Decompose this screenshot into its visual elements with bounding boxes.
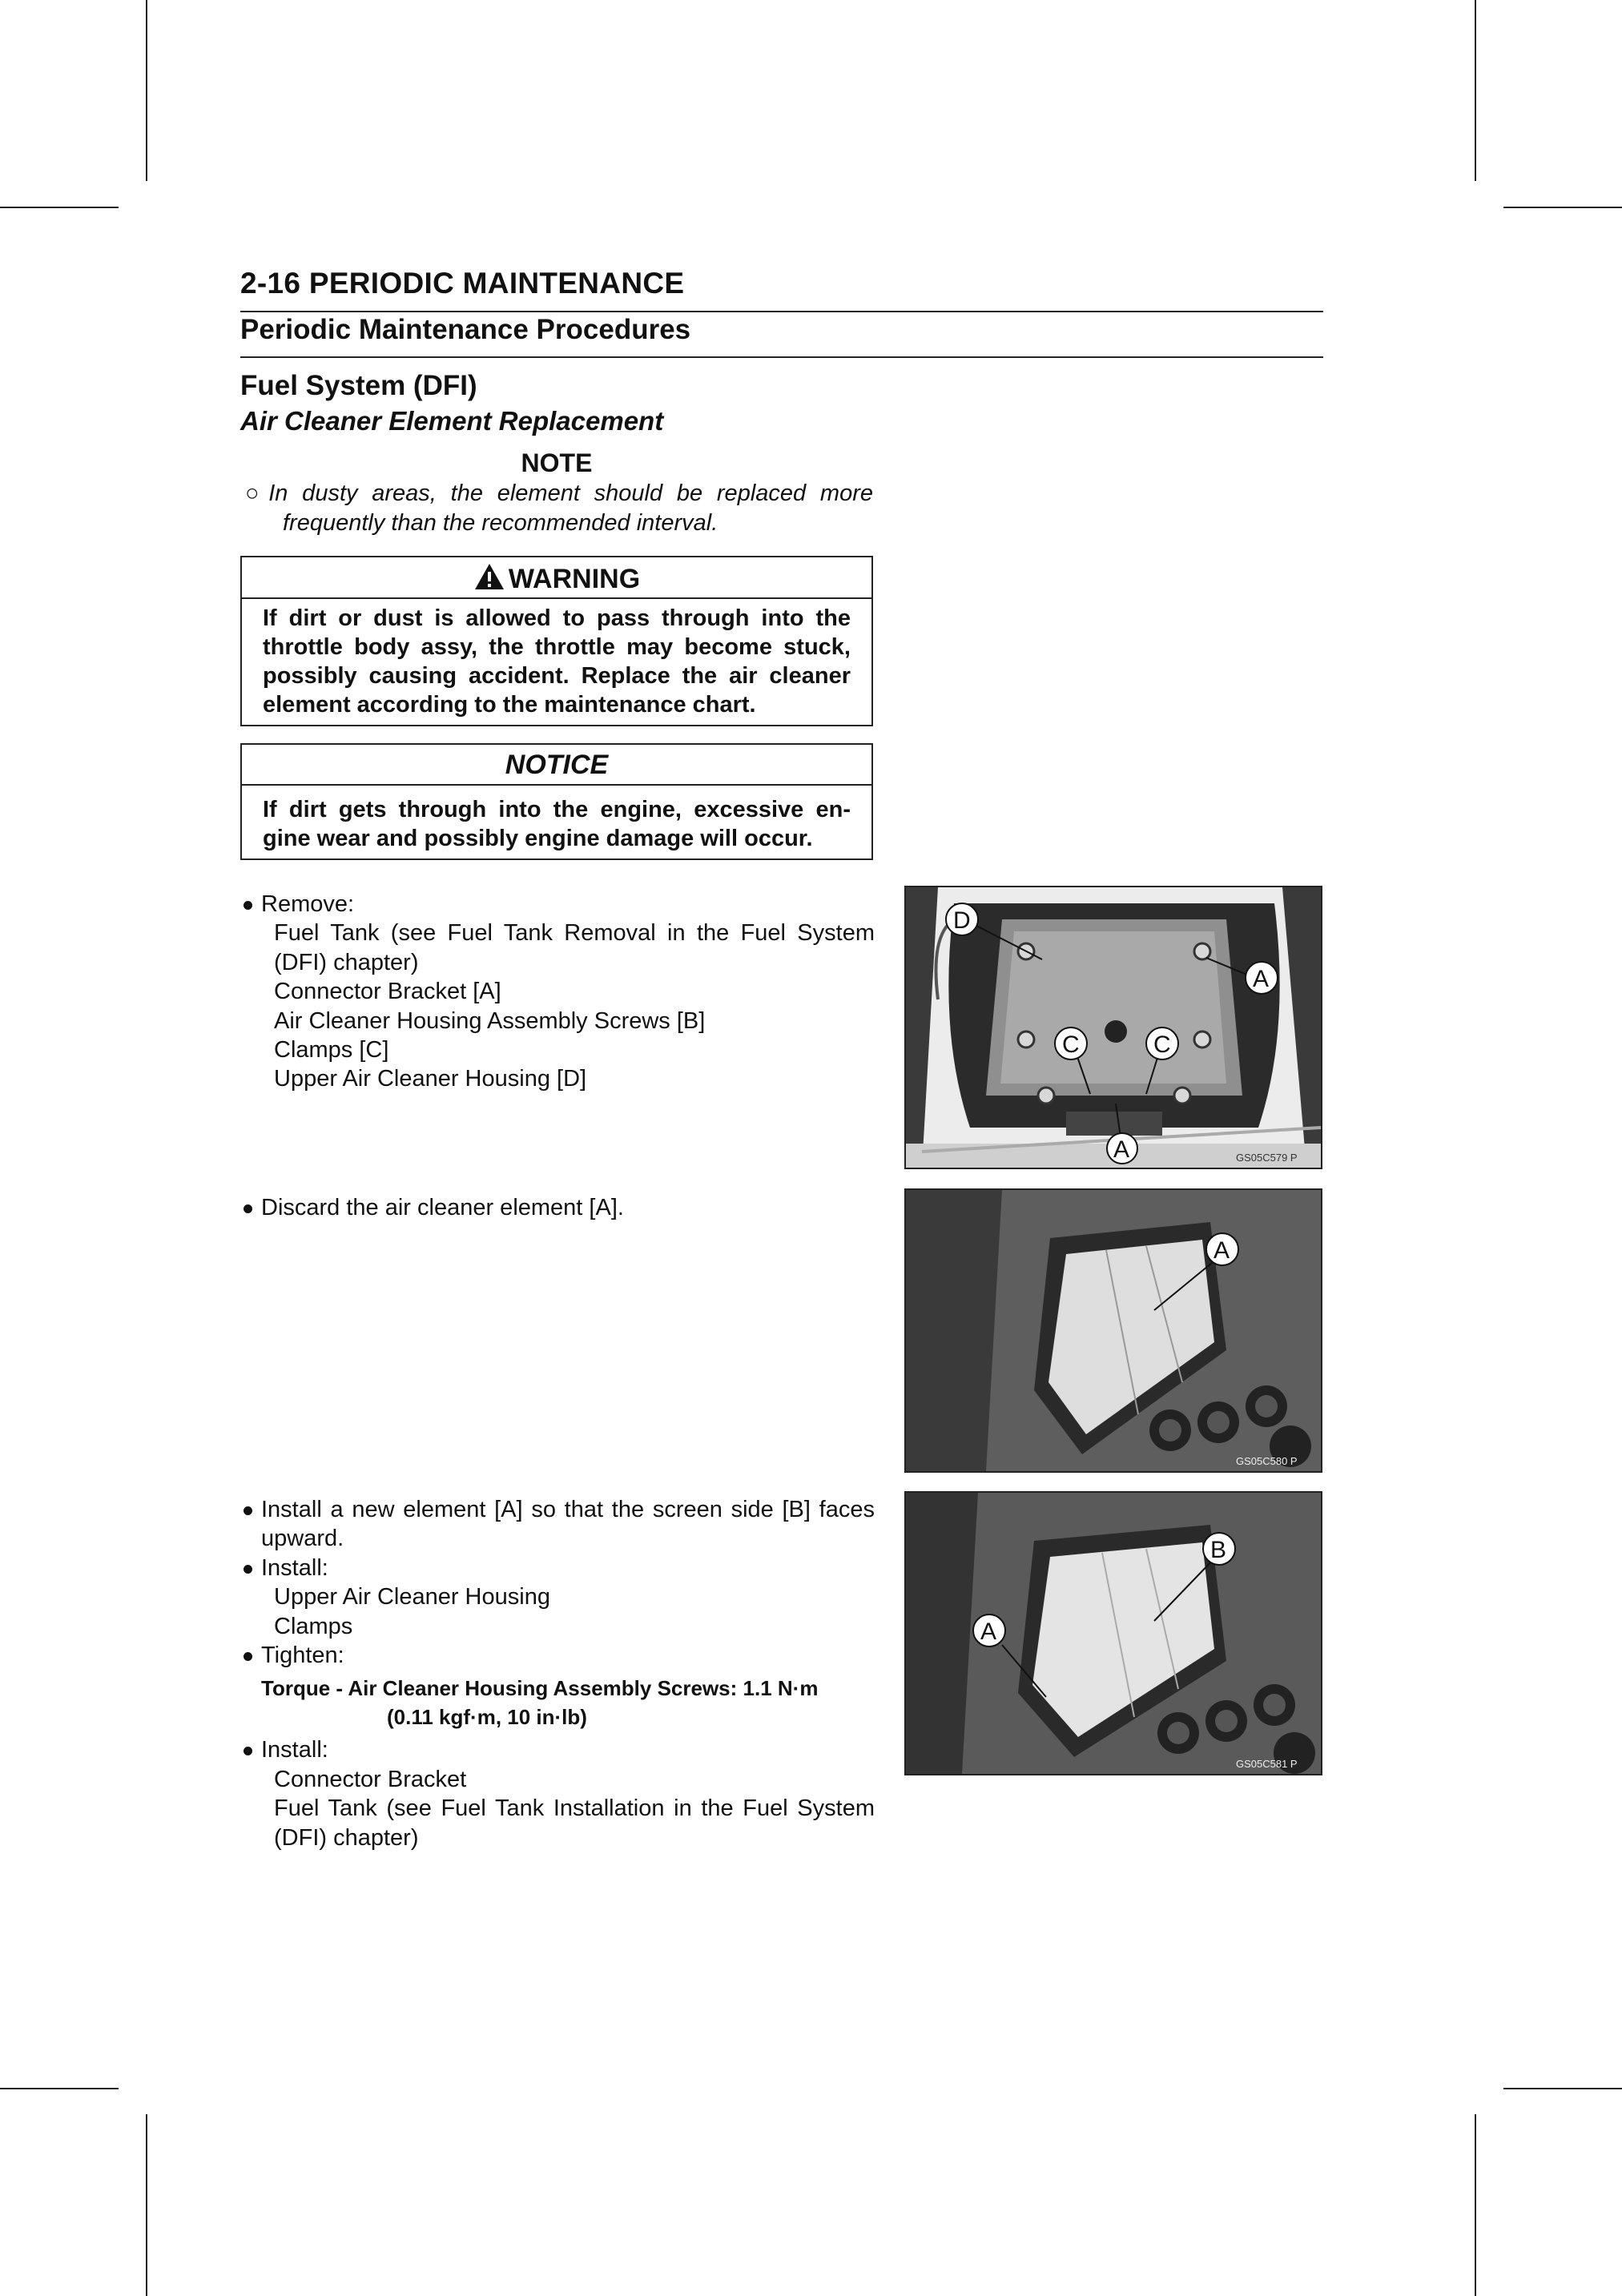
note-text: In dusty areas, the element should be replaced more frequently than the recommended interval. (268, 481, 873, 536)
install-label: Install: (261, 1737, 328, 1763)
section-title: Periodic Maintenance Procedures (240, 314, 691, 345)
torque-line-1: Torque - Air Cleaner Housing Assembly Screws: 1.1 N·m (261, 1676, 819, 1701)
crop-mark (1475, 2114, 1476, 2296)
figure-code: GS05C580 P (1236, 1455, 1298, 1467)
crop-mark (1475, 0, 1476, 181)
note-body (245, 479, 873, 538)
bullet (244, 901, 252, 910)
remove-item: Connector Bracket [A] (274, 979, 501, 1005)
install-steps (240, 1495, 875, 1852)
note-marker: ○ (245, 481, 268, 506)
figure-air-cleaner-housing (904, 886, 1322, 1169)
install-item: Connector Bracket (274, 1766, 467, 1792)
remove-item: Fuel Tank (see Fuel Tank Removal in the Fuel System (DFI) chapter) (274, 920, 875, 975)
label-b: B (1210, 1537, 1227, 1563)
tighten-label: Tighten: (261, 1643, 344, 1669)
torque-line-2: (0.11 kgf·m, 10 in·lb) (387, 1705, 587, 1730)
label-a: A (1213, 1237, 1230, 1264)
crop-mark (146, 0, 147, 181)
discard-text: Discard the air cleaner element [A]. (261, 1195, 624, 1220)
label-a: A (980, 1618, 997, 1645)
figure-code: GS05C581 P (1236, 1758, 1298, 1770)
crop-mark (146, 2114, 147, 2296)
remove-step (240, 890, 875, 1094)
install-item: Clamps (274, 1613, 353, 1639)
label-c: C (1153, 1031, 1171, 1058)
figure-air-cleaner-element (904, 1188, 1322, 1473)
bullet (244, 1204, 252, 1213)
label-a: A (1113, 1136, 1130, 1163)
section-rule (240, 356, 1323, 358)
figure-new-element (904, 1491, 1322, 1775)
warning-icon (473, 562, 505, 591)
install-element-text: Install a new element [A] so that the screen side [B] faces upward. (261, 1497, 875, 1552)
warning-title-row (242, 557, 871, 599)
remove-label: Remove: (261, 891, 355, 917)
label-c: C (1062, 1031, 1080, 1058)
figure-code: GS05C579 P (1236, 1152, 1298, 1164)
bullet (244, 1565, 252, 1574)
remove-item: Upper Air Cleaner Housing [D] (274, 1066, 587, 1092)
remove-item: Air Cleaner Housing Assembly Screws [B] (274, 1007, 706, 1034)
label-b: A (1253, 966, 1270, 992)
discard-step (240, 1193, 875, 1222)
page-title: 2-16 PERIODIC MAINTENANCE (240, 267, 685, 300)
install-label: Install: (261, 1554, 328, 1581)
system-heading: Fuel System (DFI) (240, 370, 477, 401)
warning-title: WARNING (508, 564, 641, 594)
notice-box (240, 743, 873, 860)
procedure-heading: Air Cleaner Element Replacement (240, 406, 664, 436)
note-title: NOTE (521, 448, 593, 477)
notice-text: If dirt gets through into the engine, excessive en-gine wear and possibly engine damage will occur. (263, 797, 851, 851)
install-item: Fuel Tank (see Fuel Tank Installation in the Fuel System (DFI) chapter) (274, 1795, 875, 1851)
warning-box (240, 556, 873, 726)
header-rule (240, 311, 1323, 312)
crop-mark (1503, 2088, 1622, 2089)
label-d: D (953, 907, 971, 934)
install-item: Upper Air Cleaner Housing (274, 1584, 550, 1610)
bullet (244, 1747, 252, 1755)
notice-title: NOTICE (242, 745, 871, 786)
warning-text: If dirt or dust is allowed to pass through into the throttle body assy, the throttle may become stuck, possibly causing accident. Replace the air cleaner element according to the maintenance chart. (263, 605, 851, 718)
bullet (244, 1506, 252, 1515)
crop-mark (0, 207, 119, 208)
crop-mark (1503, 207, 1622, 208)
remove-item: Clamps [C] (274, 1037, 389, 1064)
bullet (244, 1652, 252, 1661)
crop-mark (0, 2088, 119, 2089)
